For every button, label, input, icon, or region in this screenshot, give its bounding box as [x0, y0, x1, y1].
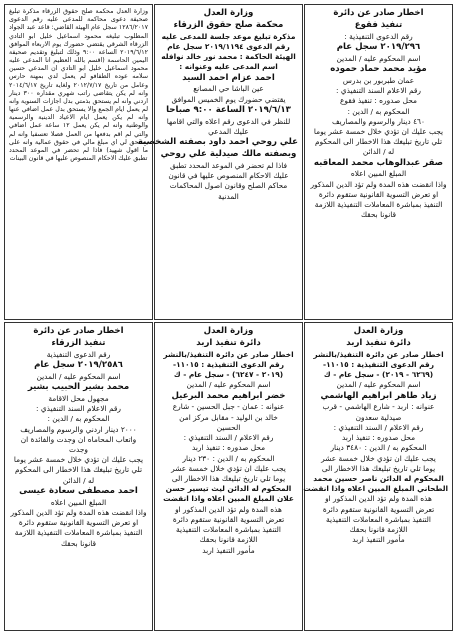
notice-text: التنفيذ بمباشرة المعاملات التنفيذية اللازمة: [314, 200, 443, 210]
court-name: محكمة صلح حقوق الزرقاء: [173, 19, 284, 30]
creditor-name: احمد مصطفى سعادة عيسى: [19, 485, 138, 496]
notice-text: اللازمة قانونا بحقك: [199, 535, 258, 545]
notice-text: فاذا لم تحضر في الموعد المحدد تطبق: [169, 160, 288, 170]
judgment-label: المحكوم به / الدين :: [347, 106, 410, 116]
notice-header: وزارة العدل: [203, 326, 254, 336]
case-number-label: رقم الدعوى التنفيذية : ١١٠١٥-: [322, 359, 434, 369]
notice-header: وزارة العدل: [203, 8, 254, 18]
creditor-label: له / الدائن: [62, 475, 95, 485]
debtor-address: عمان طبربور بن بدرس: [342, 75, 415, 85]
notice-text: يجب عليك ان تؤدي خلال خمسة عشر يوما: [313, 126, 444, 136]
newspaper-notices-page: [4, 4, 453, 631]
notice-subheader: دائرة تنفيذ اربد: [196, 337, 261, 348]
case-number: (٦٢٦٩ - ٢٠١٩) - سجل عام - ك: [323, 370, 434, 380]
notice-subheader: تنفيذ الزرقاء: [51, 337, 106, 348]
case-number-label: رقم الدعوى التنفيذية: [46, 349, 111, 359]
creditor-name: المحكوم له الدائن ليث تيسير حسن: [165, 484, 292, 494]
notice-text: التنفيذ بمباشرة المعاملات التنفيذية اللازمة: [14, 528, 143, 538]
notice-subheader: تنفيذ فقوع: [354, 19, 403, 30]
notice-text: المدنية: [218, 191, 239, 201]
creditor-name: الطحاني المبلغ المبين اعلاه واذا انقضت: [303, 484, 448, 494]
notice-text: واذا انقضت هذه المدة ولم تؤد الدين المذكور: [310, 179, 447, 189]
notice-header: وزارة العدل: [353, 326, 404, 336]
debtor-address: الحسين: [216, 422, 241, 432]
notice-text: تلي تاريخ تبليغك هذا الاخطار الى المحكوم: [14, 465, 143, 475]
instrument-label: رقم الاعلام / السند التنفيذي :: [183, 433, 274, 443]
debtor-address: صيدلية سعدون: [355, 412, 402, 422]
issued-at: محل صدوره : تنفيذ فقوع: [339, 96, 417, 106]
judgment-amount: المحكوم به / الدين : ٣٤٨٠ دينار: [330, 443, 427, 453]
notice-header: اخطار صادر عن دائرة: [33, 326, 124, 336]
issued-at: محل صدوره : تنفيذ اربد: [191, 443, 266, 453]
plaintiff-capacity: وبصفته مالك صيدلية علي روحي: [160, 149, 297, 160]
notice-text: قانونا بحقك: [60, 538, 97, 548]
case-number-label: رقم الدعوى التنفيذية :: [344, 31, 413, 41]
notice-subheader: دائرة تنفيذ اربد: [346, 337, 411, 348]
notice-title: اخطار صادر عن دائرة التنفيذ/بالنشر: [163, 349, 294, 359]
debtor-address: عنوانه : عمان - جبل الحسين - شارع: [172, 402, 285, 412]
debtor-name: خضر ابراهيم محمد البرعيل: [171, 390, 286, 401]
defendant-label: اسم المدعى عليه وعنوانه :: [179, 62, 278, 72]
notice-header: اخطار صادر عن دائرة: [333, 8, 424, 18]
notice-text: التنفيذ بمباشرة المعاملات التنفيذية: [176, 525, 281, 535]
case-number: (٢٠١٩ - ٦٢٤٧) - سجل عام - ك: [173, 370, 284, 380]
defendant-address: عين الباشا حي المصانع: [193, 84, 264, 94]
judgment-amount: المحكوم به / الدين : ٢٣٠ دينار: [182, 453, 275, 463]
creditor-name: علان المبلغ المبين اعلاه واذا انقضت: [163, 494, 294, 504]
notice-text: اللازمة قانونا بحقك: [349, 525, 408, 535]
debtor-label: اسم المحكوم عليه / المدين: [36, 371, 121, 381]
case-number: ٢٠١٩/٢٥٨٦ سجل عام: [34, 359, 123, 370]
notice-zarqa-court-hearing: [137, 4, 303, 320]
notice-text: يجب عليك ان تؤدي خلال خمسة عشر: [171, 463, 286, 473]
issued-at: محل صدوره : تنفيذ اربد: [341, 433, 416, 443]
notice-zarqa-execution: [4, 322, 153, 631]
debtor-name: مؤيد محمد حماد حموده: [330, 64, 427, 75]
notice-text: او تعرض التسوية القانونية ستقوم دائرة: [18, 518, 139, 528]
notice-text: هذه المدة ولم تؤد الدين المذكور او: [325, 494, 432, 504]
debtor-label: اسم المحكوم عليه / المدين: [336, 53, 421, 63]
case-number: رقم الدعوى ٢٠١٩/١١٩٤ سجل عام: [167, 41, 290, 51]
notice-text: المبلغ المبين اعلاه: [350, 169, 407, 179]
notice-text: تعرض التسوية القانونية ستقوم دائرة: [322, 504, 435, 514]
notice-text: تلي تاريخ تبليغك هذا الاخطار الى المحكوم: [314, 137, 443, 147]
hearing-text: يقتضي حضورك يوم الخميس الموافق: [171, 94, 286, 104]
notice-text: عليك الاحكام المنصوص عليها في قانون: [168, 171, 289, 181]
hearing-text: للنظر في الدعوى رقم اعلاه والتي اقامها: [166, 116, 291, 126]
signature: مأمور التنفيذ اربد: [352, 535, 405, 545]
plaintiff-name: علي روحي احمد داود بصفته الشخصية: [137, 137, 298, 148]
notice-irbid-execution-1: [304, 322, 453, 631]
debtor-address: خالد بن الوليد - مقابل مركز امن: [179, 412, 278, 422]
judgment-label: المحكوم به / الدين :: [47, 414, 110, 424]
case-number: ٢٠١٩/٢٩٦ سجل عام: [336, 41, 421, 52]
notice-text: قانونا بحقك: [360, 210, 397, 220]
notice-zarqa-oath-petition: [4, 4, 153, 320]
judgment-amount: ٤٦٠ دينار والرسوم والمصاريف: [332, 116, 425, 126]
case-number-label: رقم الدعوى التنفيذية : ١١٠١٥-: [172, 359, 284, 369]
judgment-amount: ٢٠٠٠ دينار اردني والرسوم والمصاريف: [20, 424, 137, 434]
notice-text: يوما تلي تاريخ تبليغك هذا الاخطار الى: [171, 473, 286, 483]
debtor-name: محمد بشير الحبيب بشير: [27, 382, 130, 393]
defendant-name: احمد عزام احمد السيد: [182, 72, 275, 83]
plaintiff-label: عليك المدعي: [208, 126, 249, 136]
judgment-amount: وجدت: [69, 444, 88, 454]
notice-text: يوما تلي تاريخ تبليغك هذا الاخطار الى: [321, 463, 436, 473]
instrument-label: رقم الاعلام / السند التنفيذي :: [333, 422, 424, 432]
notice-text: تعرض التسوية القانونية ستقوم دائرة: [172, 514, 285, 524]
notice-title: اخطار صادر عن دائرة التنفيذ/بالنشر: [313, 349, 444, 359]
notice-irbid-execution-2: [154, 322, 303, 631]
notice-paragraph: وزارة العدل محكمة صلح حقوق الزرقاء مذكرة تبليغ صحيفة دعوى محاكمة للمدعى عليه رقم الدعوى ١٢٨٦/٢٠١٧ سجل عام الهيئة القاضي: قاعد عبد الجواد المطلوب تبليغه محمود اسماعيل خليل ابو التادي الزرقاء الشرقي يقتضي حضورك يوم الاربعاء الموافق ٢٠١٩/٦/١٢ الساعة ٩:٠٠ وذلك لتبليغ وتقديم صحيفة اليمين الحاسمة (اقسم بالله العظيم انا المدعى عليه محمود اسماعيل خليل ابو التادي ان المدعي حسين سلامه عوده الطفافو لم يعمل لدي بمهنة حارس وعامل من تاريخ ٢٠١٢/٧/١٧ ولغاية تاريخ ٢٠١٤/٦/١٧ وانه لم يكن يتقاضى راتب شهري مقداره ٣٠٠ دينار اردني وانه لم يستحق بذمتي بدل اجازات السنوية وانه لم يعمل ايام الجمع والا يستحق بدل عمل اضافي عنها وانه لم يكن يعمل ايام الاعياد الدينية والرسمية والوطنية وانه لم يكن يعمل ١٢ ساعة عمل اضافي والتي لم اقم بدفعها من العمل فصلا تعسفيا وانه لم يستحق لي اي مبلغ مالي في حقوق عمالية وانه على ما اقول شهيد) فاذا لم تحضر في الموعد المحدد تطبق عليك الاحكام المنصوص عليها في قانون البينات: [9, 8, 148, 163]
instrument-label: رقم الاعلام السند التنفيذي :: [36, 404, 121, 414]
judge-panel: الهيئة الحاكمة : محمد نور خالد نوافله: [161, 52, 296, 62]
debtor-label: اسم المحكوم عليه / المدين: [186, 380, 271, 390]
debtor-address: عنوانه : اربد - شارع الهاشمي - قرب: [322, 402, 435, 412]
notice-fuqua-execution: [304, 4, 453, 320]
signature: مأمور التنفيذ اربد: [202, 545, 255, 555]
notice-text: واذا انقضت هذه المدة ولم تؤد الدين المذكور: [10, 507, 147, 517]
notice-text: التنفيذ بمباشرة المعاملات التنفيذية: [326, 514, 431, 524]
notice-text: يجب عليك ان تؤدي خلال خمسة عشر يوما: [13, 455, 144, 465]
notice-text: المبلغ المبين اعلاه: [50, 497, 107, 507]
notice-title: مذكرة تبليغ موعد جلسة للمدعى عليه: [161, 31, 296, 41]
creditor-name: المحكوم له الدائن ناصر حسين محمد: [313, 473, 444, 483]
creditor-label: له / الدائن: [362, 147, 395, 157]
debtor-label: اسم المحكوم عليه / المدين: [336, 380, 421, 390]
notice-text: يجب عليك ان تؤدي خلال خمسة عشر: [321, 453, 436, 463]
notice-text: او تعرض التسوية القانونية ستقوم دائرة: [318, 189, 439, 199]
judgment-amount: واتعاب المحاماه ان وجدت والفائدة ان: [20, 434, 137, 444]
instrument-label: رقم الاعلام السند التنفيذي :: [336, 86, 421, 96]
notice-text: محاكم الصلح وقانون اصول المحاكمات: [169, 181, 288, 191]
notice-text: هذه المدة ولم تؤد الدين المذكور او: [175, 504, 282, 514]
creditor-name: صقر عبدالوهاب محمد المعاقبه: [313, 157, 444, 168]
hearing-datetime: ٢٠١٩/٦/١٣ الساعة ٩:٠٠ صباحا: [166, 104, 291, 115]
debtor-address: مجهول محل الاقامة: [48, 393, 109, 403]
debtor-name: زياد طاهر ابراهيم الهاشمي: [320, 390, 437, 401]
